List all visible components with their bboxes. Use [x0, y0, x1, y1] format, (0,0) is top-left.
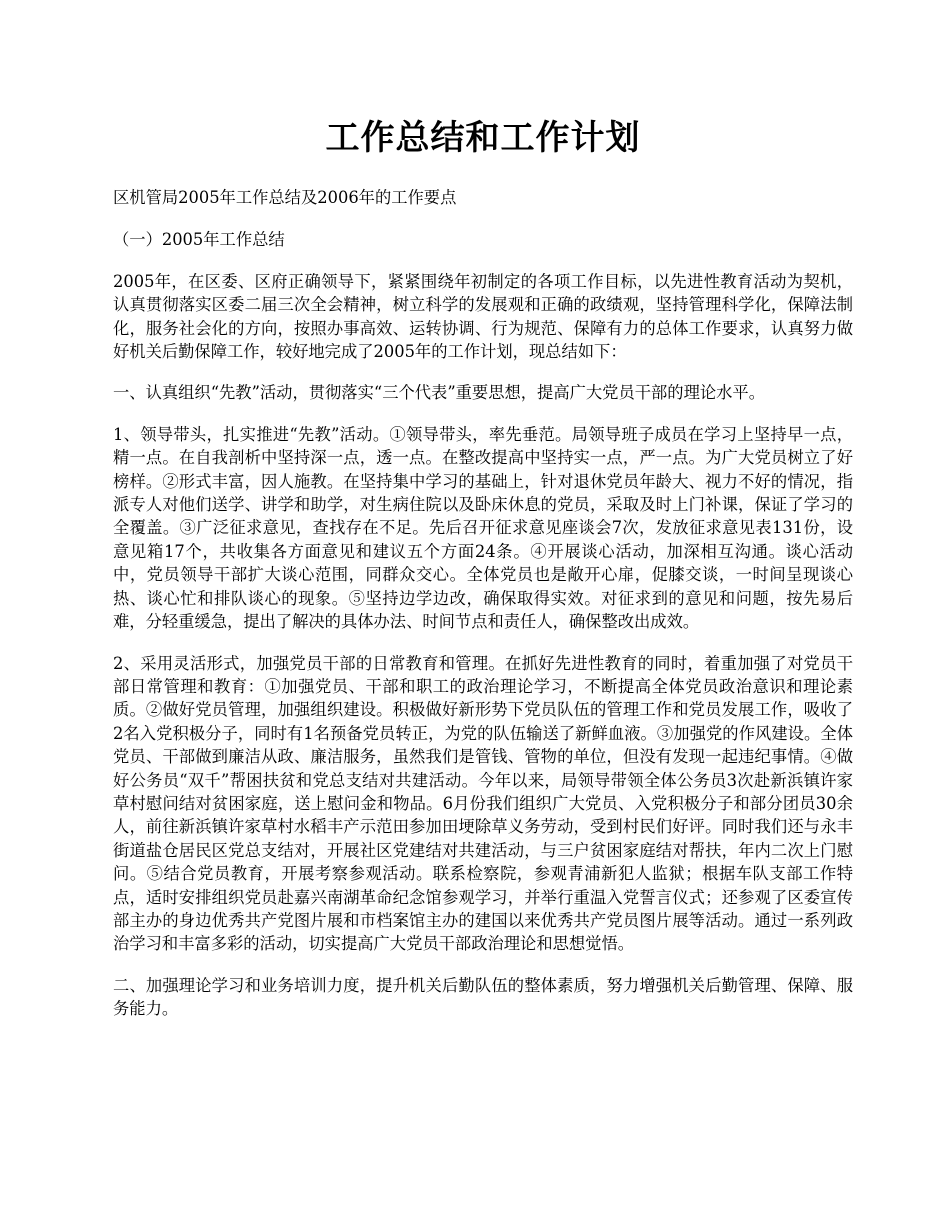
paragraph-subtitle: 区机管局2005年工作总结及2006年的工作要点: [113, 188, 457, 207]
paragraph-item-two: 2、采用灵活形式，加强党员干部的日常教育和管理。在抓好先进性教育的同时，着重加强了对党员干部日常管理和教育：①加强党员、干部和职工的政治理论学习，不断提高全体党员政治意识和理论素质。②做好党员管理，加强组织建设。积极做好新形势下党员队伍的管理工作和党员发展工作，吸收了2名入党积极分子，同时有1名预备党员转正，为党的队伍输送了新鲜血液。③加强党的作风建设。全体党员、干部做到廉洁从政、廉洁服务，虽然我们是管钱、管物的单位，但没有发现一起违纪事情。④做好公务员“双千”帮困扶贫和党总支结对共建活动。今年以来，局领导带领全体公务员3次赴新浜镇许家草村慰问结对贫困家庭，送上慰问金和物品。6月份我们组织广大党员、入党积极分子和部分团员30余人，前往新浜镇许家草村水稻丰产示范田参加田埂除草义务劳动，受到村民们好评。同时我们还与永丰街道盐仓居民区党总支结对，开展社区党建结对共建活动，与三户贫困家庭结对帮扶，年内二次上门慰问。⑤结合党员教育，开展考察参观活动。联系检察院，参观青浦新犯人监狱；根据车队支部工作特点，适时安排组织党员赴嘉兴南湖革命纪念馆参观学习，并举行重温入党誓言仪式；还参观了区委宣传部主办的身边优秀共产党图片展和市档案馆主办的建国以来优秀共产党员图片展等活动。通过一系列政治学习和丰富多彩的活动，切实提高广大党员干部政治理论和思想觉悟。: [113, 653, 853, 954]
document-title: 工作总结和工作计划: [325, 118, 641, 158]
paragraph-section-heading: （一）2005年工作总结: [113, 230, 285, 250]
paragraph-heading-one: 一、认真组织“先教”活动，贯彻落实“三个代表”重要思想，提高广大党员干部的理论水平。: [113, 383, 765, 403]
document-body: [113, 118, 853, 1039]
paragraph-item-one: 1、领导带头，扎实推进“先教”活动。①领导带头，率先垂范。局领导班子成员在学习上坚持早一点，精一点。在自我剖析中坚持深一点，透一点。在整改提高中坚持实一点，严一点。为广大党员树立了好榜样。②形式丰富，因人施教。在坚持集中学习的基础上，针对退休党员年龄大、视力不好的情况，指派专人对他们送学、讲学和助学，对生病住院以及卧床休息的党员，采取及时上门补课，保证了学习的全覆盖。③广泛征求意见，查找存在不足。先后召开征求意见座谈会7次，发放征求意见表131份，设意见箱17个，共收集各方面意见和建议五个方面24条。④开展谈心活动，加深相互沟通。谈心活动中，党员领导干部扩大谈心范围，同群众交心。全体党员也是敞开心扉，促膝交谈，一时间呈现谈心热、谈心忙和排队谈心的现象。⑤坚持边学边改，确保取得实效。对征求到的意见和问题，按先易后难，分轻重缓急，提出了解决的具体办法、时间节点和责任人，确保整改出成效。: [113, 424, 853, 632]
paragraph-intro: 2005年，在区委、区府正确领导下，紧紧围绕年初制定的各项工作目标，以先进性教育活动为契机，认真贯彻落实区委二届三次全会精神，树立科学的发展观和正确的政绩观，坚持管理科学化，保障法制化，服务社会化的方向，按照办事高效、运转协调、行为规范、保障有力的总体工作要求，认真努力做好机关后勤保障工作，较好地完成了2005年的工作计划，现总结如下：: [113, 271, 853, 362]
paragraph-heading-two: 二、加强理论学习和业务培训力度，提升机关后勤队伍的整体素质，努力增强机关后勤管理、保障、服务能力。: [113, 975, 853, 1019]
